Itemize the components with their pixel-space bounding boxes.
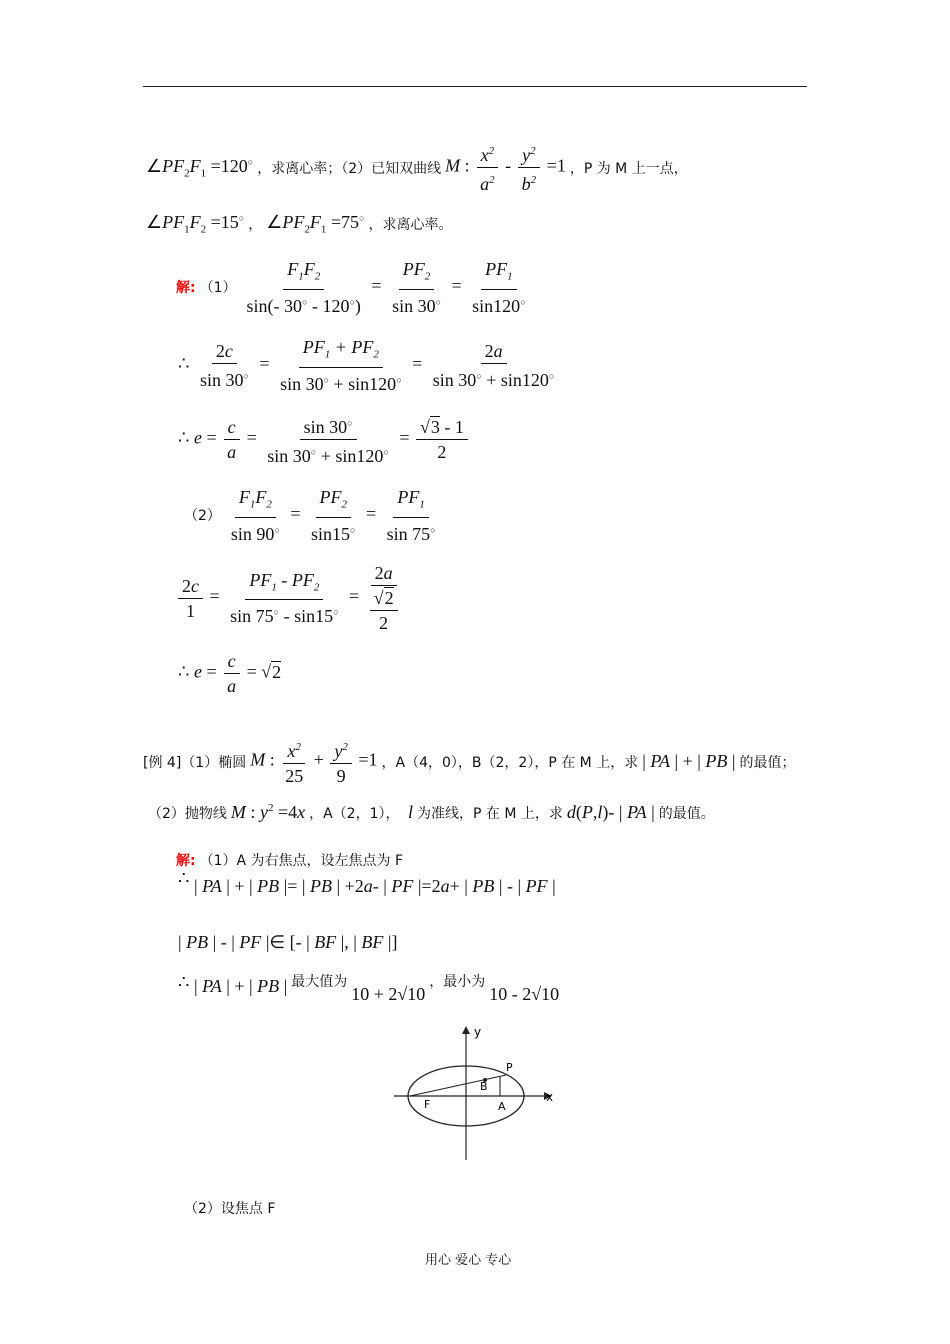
expression: | PA | + | PB | — [642, 751, 736, 771]
label-x: x — [546, 1090, 554, 1104]
solution-ex4-eq-2 — [178, 932, 398, 953]
directrix-symbol: l — [403, 802, 414, 822]
header-rule — [143, 86, 807, 87]
label-p: P — [506, 1061, 513, 1074]
example-text: 的最值； — [739, 754, 796, 771]
example-label: [例 4]（1）椭圆 — [143, 754, 247, 771]
intro-text: ，求离心率。 — [368, 216, 453, 233]
solution-ex4-eq-3 — [178, 972, 560, 1004]
page-footer: 用心 爱心 专心 — [425, 1253, 512, 1268]
equation: | PB | - | PF |∈ [- | BF |, | BF |] — [178, 932, 398, 952]
label-b: B — [480, 1080, 488, 1093]
expression: d(P,l)- | PA | — [566, 802, 655, 822]
example-4-line-2 — [148, 802, 715, 823]
y-axis-arrow — [462, 1026, 470, 1034]
equation: $\frac{F_1F_2}{\sin 90^○}$ = $\frac{PF_2}{\sin 15^○}$ = $\frac{PF_1}{\sin 75^○}$ — [230, 487, 436, 544]
segment-fp — [410, 1075, 506, 1096]
part-label: （1） — [199, 280, 237, 297]
solution-text: （1）A 为右焦点，设左焦点为 F — [199, 853, 404, 869]
angle-expression: $\angle PF_1F_2 =15^○$ — [146, 212, 245, 236]
intro-text-2: ，P 为 M 上一点， — [569, 160, 688, 177]
min-label: ，最小为 — [429, 973, 486, 990]
example-label: （2）抛物线 — [148, 805, 227, 822]
equation: ∴ e = $\frac{c}{a}$ = $\frac{\sin 30^○}{\sin 30^○ + \sin 120^○}$ = $\frac{√3 - 1}{2}$ — [178, 412, 470, 467]
example-text: ，A（4，0），B（2，2），P 在 M 上，求 — [381, 754, 639, 771]
min-value: 10 - 2√10 — [489, 984, 560, 1004]
label-y: y — [474, 1025, 482, 1039]
equation: $\frac{2c}{1}$ = $\frac{PF_1 - PF_2}{\sin 75^○ - \sin 15^○}$ = $\frac{2a}{\frac{√2}{2}}$ — [176, 562, 404, 634]
solution-label: 解: — [176, 280, 196, 297]
label-f: F — [424, 1098, 431, 1111]
solution-1-eq-3 — [178, 412, 470, 467]
equation: ∴ | PA | + | PB |= | PB | +2a- | PF |=2a+ | PB | - | PF | — [178, 868, 556, 896]
angle-expression: $\angle PF_2F_1 =75^○$ — [266, 212, 365, 236]
solution-1-eq-2 — [178, 336, 560, 395]
part-2-text: （2）设焦点 F — [184, 1201, 276, 1217]
angle-expression: $\angle PF_2F_1 =120^○$ — [146, 155, 254, 180]
max-value: 10 + 2√10 — [351, 984, 426, 1004]
label-a: A — [498, 1100, 506, 1113]
intro-line-2 — [146, 212, 452, 236]
equation: ∴ | PA | + | PB | — [178, 972, 288, 996]
equation: ∴ $\frac{2c}{\sin 30^○}$ = $\frac{PF_1 + PF_2}{\sin 30^○ + \sin 120^○}$ = $\frac{2a}{\sin 30^○ + \sin 120^○}$ — [178, 337, 555, 394]
solution-2-eq-1 — [184, 486, 442, 545]
solution-ex4-eq-1 — [178, 868, 556, 897]
example-text: 的最值。 — [658, 805, 715, 822]
ellipse-figure — [392, 1024, 564, 1164]
intro-text: ，求离心率；（2）已知双曲线 — [257, 160, 442, 177]
solution-1-eq-1 — [176, 258, 532, 317]
hyperbola-equation: M : $\frac{x^2}{a^2}$ - $\frac{y^2}{b^2}$ =1 — [445, 140, 566, 195]
example-4-line-1 — [143, 736, 795, 787]
part-label: （2） — [184, 508, 221, 525]
equation: $\frac{F_1F_2}{\sin(- 30^○ - 120^○)}$ = $\frac{PF_2}{\sin 30^○}$ = $\frac{PF_1}{\sin 120^○}$ — [246, 259, 526, 316]
solution-2-eq-2 — [176, 562, 404, 634]
example-text: ，A（2，1）， — [309, 805, 400, 822]
solution-2-eq-3 — [178, 650, 281, 697]
example-text: 为准线，P 在 M 上，求 — [417, 805, 563, 822]
solution-label: 解: — [176, 853, 196, 869]
ellipse-equation: M : $\frac{x^2}{25}$ + $\frac{y^2}{9}$ =1 — [250, 736, 377, 787]
parabola-equation: M : $y^2 =4x$ — [230, 802, 306, 822]
solution-ex4-header — [176, 850, 403, 870]
equation: ∴ e = $\frac{c}{a}$ = √2 — [178, 651, 282, 696]
intro-line-1 — [146, 140, 688, 195]
max-label: 最大值为 — [291, 973, 348, 990]
intro-text: ， — [248, 216, 263, 233]
